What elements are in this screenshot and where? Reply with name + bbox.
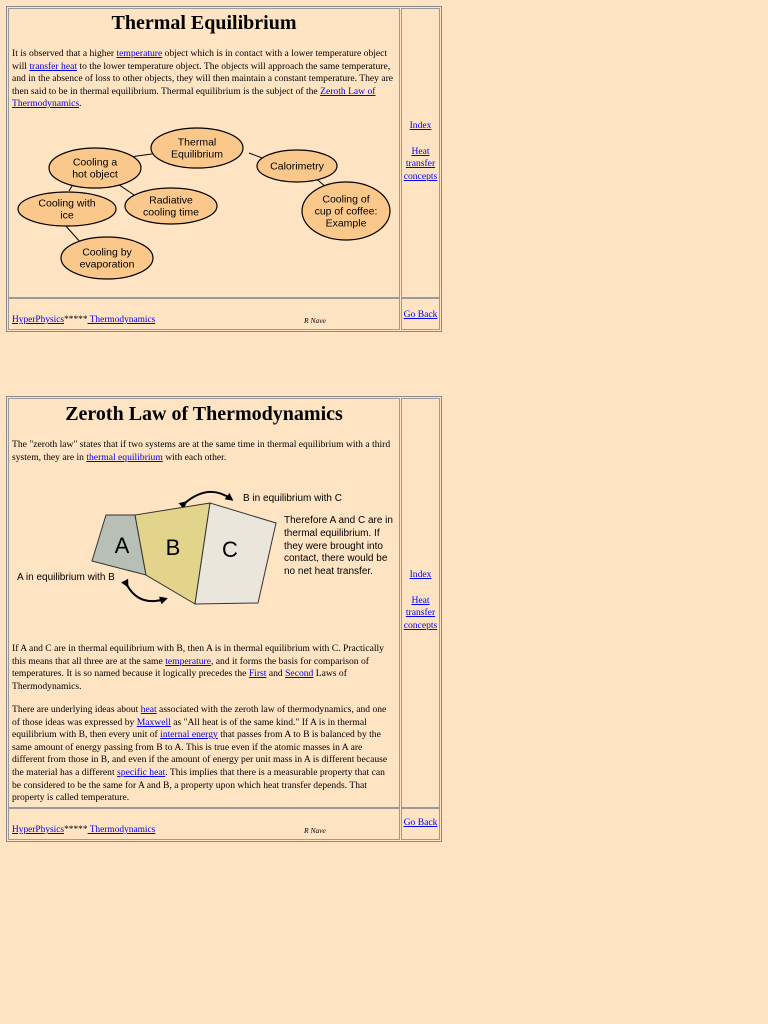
node-label-line: cooling time	[142, 206, 200, 219]
page-title: Zeroth Law of Thermodynamics	[65, 403, 343, 425]
page-title: Thermal Equilibrium	[111, 12, 297, 34]
node-label-line: ice	[60, 209, 74, 222]
specific-heat-link[interactable]: specific heat	[117, 766, 166, 778]
thermodynamics-link[interactable]: Thermodynamics	[87, 825, 156, 835]
footer-breadcrumb: HyperPhysics***** Thermodynamics	[12, 315, 156, 325]
go-back-cell	[401, 298, 440, 330]
exchange-arrow-bottom	[127, 585, 165, 601]
node-label-line: Radiative	[149, 194, 193, 207]
node-label-line: evaporation	[79, 258, 135, 271]
node-label-line: Equilibrium	[171, 148, 223, 161]
node-cooling-evaporation[interactable]	[61, 237, 153, 279]
node-calorimetry[interactable]	[257, 150, 337, 182]
second-paragraph: If A and C are in thermal equilibrium with B, then A is in thermal equilibrium with C. Practically this means that all three are at the same temperature, and it forms the basis for comparison of temperatures. It is so named because it logically precedes the First and Second Laws of Thermodynamics.	[12, 643, 384, 692]
concept-map-diagram	[9, 121, 401, 291]
author-credit: R Nave	[304, 826, 326, 835]
first-law-link[interactable]: First	[248, 668, 267, 680]
hyperphysics-link[interactable]: HyperPhysics	[12, 825, 65, 835]
node-label-line: Cooling a	[72, 156, 118, 169]
main-content-cell	[8, 398, 400, 808]
svg-text:Cooling byevaporation	[80, 247, 135, 271]
node-cooling-with-ice[interactable]	[18, 192, 116, 226]
a-equilibrium-b-label: A in equilibrium with B	[17, 572, 115, 583]
node-label-line: Cooling of	[322, 193, 370, 206]
node-label-line: cup of coffee:	[314, 205, 378, 218]
temperature-link[interactable]: temperature	[165, 655, 211, 667]
svg-text:Calorimetry	[270, 161, 324, 173]
second-law-link[interactable]: Second	[285, 668, 314, 680]
zeroth-law-link[interactable]: Zeroth Law of Thermodynamics	[12, 85, 376, 110]
internal-energy-link[interactable]: internal energy	[160, 729, 218, 741]
thermal-equilibrium-link[interactable]: thermal equilibrium	[86, 451, 163, 463]
hyperphysics-link[interactable]: HyperPhysics	[12, 315, 65, 325]
sidebar-cell	[401, 8, 440, 298]
intro-paragraph: The "zeroth law" states that if two systems are at the same time in thermal equilibrium with a third system, they are in thermal equilibrium with each other.	[12, 439, 391, 463]
node-radiative-cooling[interactable]	[125, 188, 217, 224]
b-equilibrium-c-label: B in equilibrium with C	[243, 493, 342, 504]
thermodynamics-link[interactable]: Thermodynamics	[87, 315, 156, 325]
transfer-heat-link[interactable]: transfer heat	[29, 60, 78, 72]
heat-transfer-concepts-link[interactable]: Heat transfer concepts	[403, 594, 438, 631]
zeroth-law-figure	[9, 483, 401, 613]
node-label-line: Thermal	[177, 136, 217, 149]
heat-link[interactable]: heat	[140, 704, 157, 715]
heat-transfer-concepts-link[interactable]: Heat transfer concepts	[403, 145, 438, 182]
svg-text:ThermalEquilibrium	[171, 137, 223, 161]
label-a: A	[114, 533, 130, 558]
node-label-line: Cooling with	[38, 197, 96, 210]
maxwell-link[interactable]: Maxwell	[136, 716, 171, 728]
footer-breadcrumb: HyperPhysics***** Thermodynamics	[12, 825, 156, 835]
temperature-link[interactable]: temperature	[116, 48, 163, 59]
main-content-cell	[8, 8, 400, 298]
footer-cell	[8, 808, 400, 840]
node-label-line: Cooling by	[82, 246, 132, 259]
go-back-cell	[401, 808, 440, 840]
zeroth-law-panel	[6, 396, 442, 842]
label-c: C	[222, 537, 238, 562]
footer-cell	[8, 298, 400, 330]
author-credit: R Nave	[304, 316, 326, 325]
intro-paragraph: It is observed that a higher temperature object which is in contact with a lower temperature object will transfer heat to the lower temperature object. The objects will approach the same temperature, and in the absence of loss to other objects, they will then maintain a constant temperature. They are then said to be in thermal equilibrium. Thermal equilibrium is the subject of the Zeroth Law of Thermodynamics.	[12, 48, 394, 110]
label-b: B	[165, 535, 181, 560]
node-label-line: hot object	[72, 168, 118, 181]
thermal-equilibrium-panel	[6, 6, 442, 332]
sidebar-cell	[401, 398, 440, 808]
go-back-link[interactable]: Go Back	[403, 309, 438, 320]
third-paragraph: There are underlying ideas about heat associated with the zeroth law of thermodynamics, and one of those ideas was expressed by Maxwell as "All heat is of the same kind." If A is in thermal equilibrium with B, then every unit of internal energy that passes from A to B is balanced by the same amount of energy passing from B to A. This is true even if the atomic masses in A are different from those in B, and even if the amount of energy per unit mass in A is different because the material has a different specific heat. This implies that there is a measurable property that can be considered to be the same for A and B, a property upon which heat transfer depends. That property is called temperature.	[12, 704, 388, 804]
therefore-caption: Therefore A and C are in thermal equilibrium. If they were brought into contact, there would be no net heat transfer.	[284, 515, 393, 577]
node-label-line: Calorimetry	[270, 160, 324, 173]
index-link[interactable]: Index	[409, 569, 432, 580]
node-cooling-hot-object[interactable]	[49, 148, 141, 188]
node-thermal-equilibrium[interactable]	[151, 128, 243, 168]
svg-text:Radiativecooling time	[143, 195, 199, 219]
node-cup-of-coffee[interactable]	[302, 182, 390, 240]
node-label-line: Example	[325, 217, 367, 230]
go-back-link[interactable]: Go Back	[403, 817, 438, 828]
index-link[interactable]: Index	[409, 120, 432, 131]
exchange-arrow-top	[185, 492, 231, 503]
svg-text:Cooling ahot object	[72, 157, 118, 181]
